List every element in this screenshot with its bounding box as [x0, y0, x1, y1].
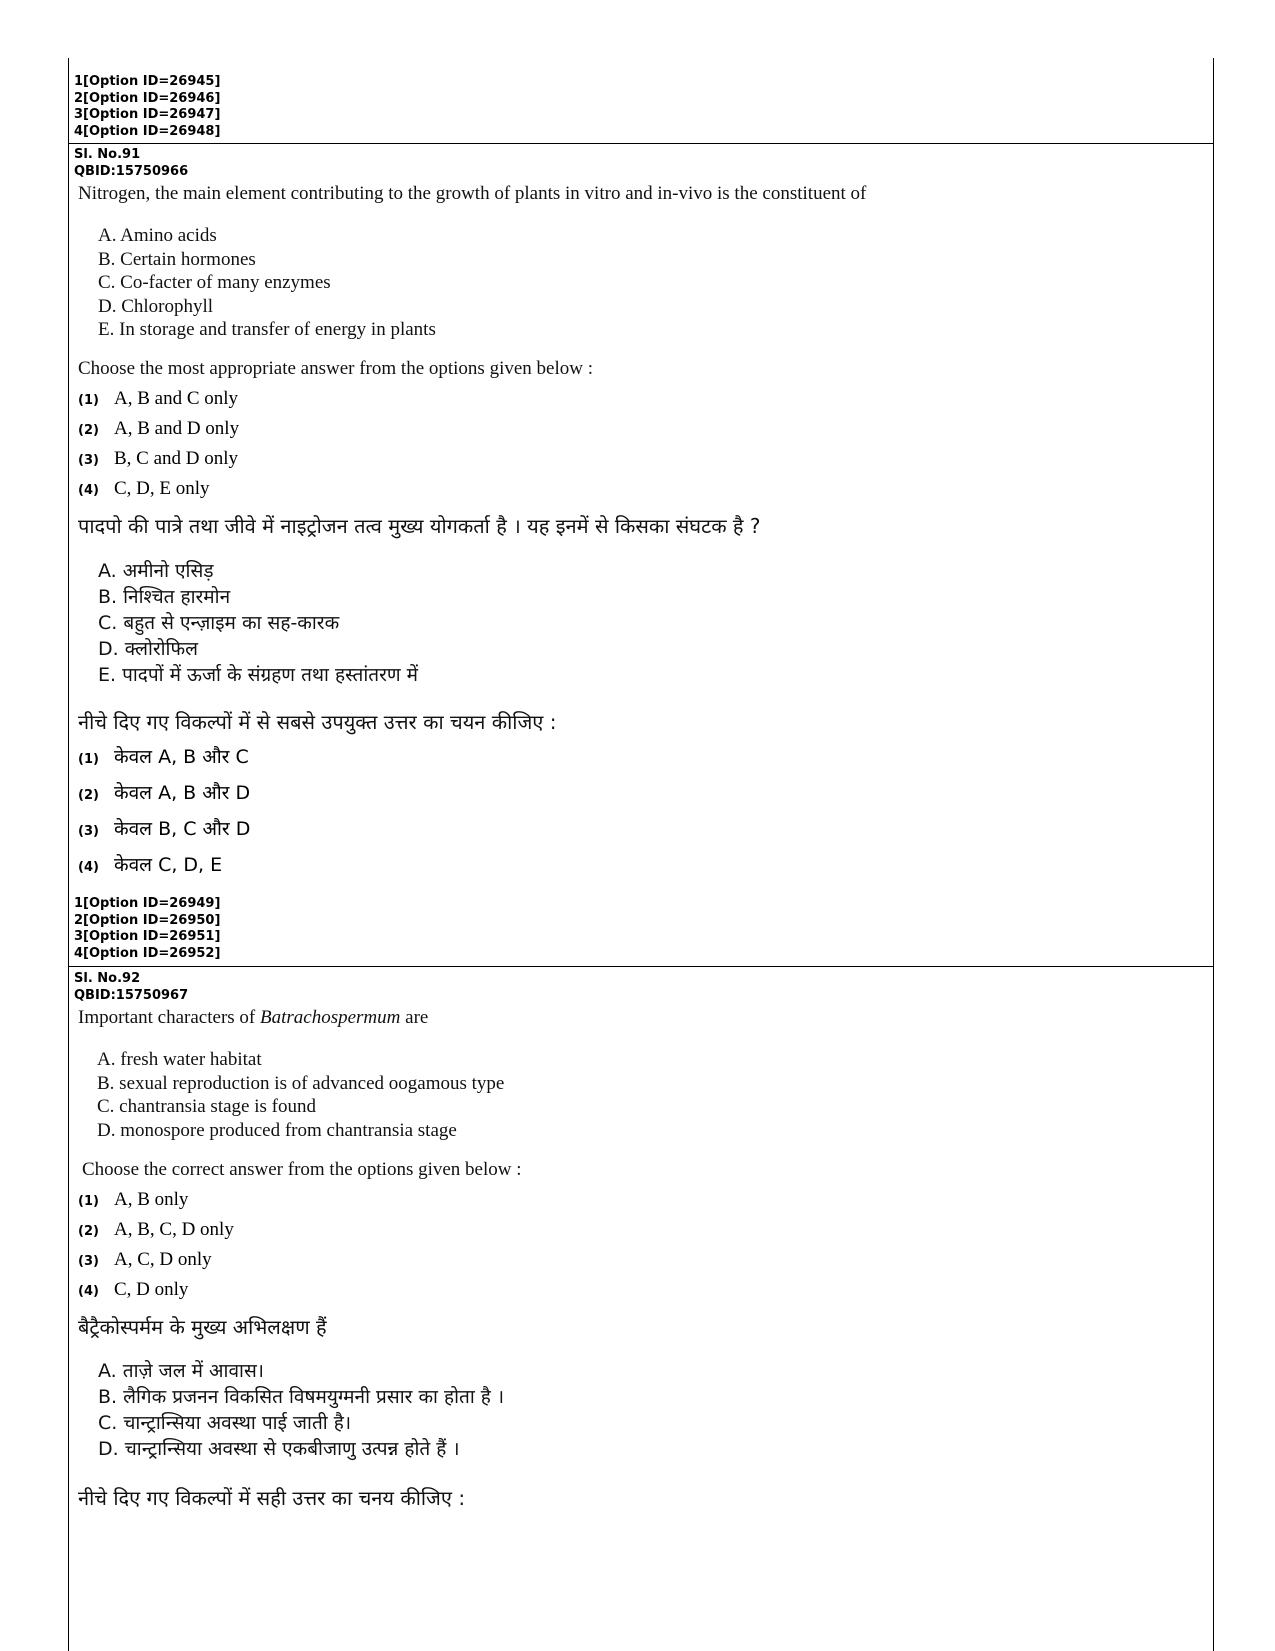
- species-name: Batrachospermum: [260, 1007, 401, 1028]
- option-number: (3): [78, 453, 99, 468]
- option-id: 2[Option ID=26950]: [74, 912, 221, 928]
- option-id: 2[Option ID=26946]: [74, 90, 221, 106]
- statement-item: D. चान्ट्रान्सिया अवस्था से एकबीजाणु उत्पन्न होते हैं ।: [98, 1438, 460, 1460]
- question-stem-hi: बैट्रैकोस्पर्मम के मुख्य अभिलक्षण हैं: [78, 1315, 327, 1339]
- divider: [68, 143, 1213, 144]
- option-id-list: [74, 896, 220, 962]
- option-id: 4[Option ID=26952]: [74, 945, 221, 961]
- answer-option[interactable]: [78, 743, 250, 779]
- option-number: (4): [78, 483, 99, 498]
- option-text: केवल B, C और D: [114, 818, 251, 840]
- answer-option[interactable]: [78, 779, 250, 815]
- option-text: C, D only: [114, 1279, 189, 1300]
- option-number: (2): [78, 423, 99, 438]
- qbid: QBID:15750967: [74, 987, 189, 1003]
- option-text: C, D, E only: [114, 478, 210, 499]
- option-text: B, C and D only: [114, 448, 239, 469]
- option-id: 1[Option ID=26949]: [74, 896, 221, 911]
- option-id-list: [74, 74, 220, 140]
- answer-option[interactable]: [78, 418, 239, 448]
- statement-item: A. fresh water habitat: [97, 1049, 262, 1070]
- statement-item: B. निश्चित हारमोन: [98, 586, 231, 608]
- answer-option[interactable]: [78, 1279, 234, 1309]
- option-id: 1[Option ID=26945]: [74, 74, 221, 89]
- question-stem-hi: पादपो की पात्रे तथा जीवे में नाइट्रोजन तत्व मुख्य योगकर्ता है । यह इनमें से किसका संघटक है ?: [78, 514, 761, 538]
- answer-option[interactable]: [78, 1249, 234, 1279]
- question-header: [74, 147, 188, 180]
- question-stem-en: Important characters of Batrachospermum are: [78, 1007, 429, 1028]
- statement-item: A. अमीनो एसिड़: [98, 560, 214, 582]
- option-number: (1): [78, 393, 99, 408]
- statement-list-hi: [98, 1358, 504, 1462]
- statement-item: C. चान्ट्रान्सिया अवस्था पाई जाती है।: [98, 1412, 352, 1434]
- option-number: (4): [78, 860, 99, 875]
- statement-list-en: [98, 224, 436, 342]
- answer-option[interactable]: [78, 1219, 234, 1249]
- instruction-hi: नीचे दिए गए विकल्पों में से सबसे उपयुक्त उत्तर का चयन कीजिए :: [78, 710, 557, 734]
- option-text: केवल A, B और C: [114, 746, 249, 768]
- statement-item: B. sexual reproduction is of advanced oogamous type: [97, 1072, 505, 1094]
- statement-item: B. लैगिक प्रजनन विकसित विषमयुग्मनी प्रसार का होता है ।: [98, 1386, 505, 1408]
- answer-options-en: [78, 388, 239, 508]
- option-number: (4): [78, 1284, 99, 1299]
- statement-item: D. क्लोरोफिल: [98, 638, 199, 660]
- option-text: केवल C, D, E: [114, 854, 223, 876]
- question-stem-en: Nitrogen, the main element contributing to the growth of plants in vitro and in-vivo is the constituent of: [78, 183, 867, 204]
- answer-option[interactable]: [78, 478, 239, 508]
- option-number: (3): [78, 824, 99, 839]
- statement-item: D. Chlorophyll: [98, 295, 214, 317]
- answer-option[interactable]: [78, 388, 239, 418]
- statement-item: B. Certain hormones: [98, 248, 256, 270]
- statement-item: E. In storage and transfer of energy in plants: [98, 319, 436, 340]
- answer-options-hi: [78, 743, 250, 887]
- instruction-en: Choose the most appropriate answer from the options given below :: [78, 358, 594, 379]
- divider: [68, 966, 1213, 967]
- answer-option[interactable]: [78, 815, 250, 851]
- option-id: 3[Option ID=26947]: [74, 107, 221, 122]
- statement-item: C. chantransia stage is found: [97, 1096, 316, 1117]
- answer-option[interactable]: [78, 448, 239, 478]
- answer-option[interactable]: [78, 851, 250, 887]
- option-text: A, B only: [114, 1189, 189, 1210]
- statement-item: A. ताज़े जल में आवास।: [98, 1360, 265, 1382]
- answer-options-en: [78, 1189, 234, 1309]
- statement-item: C. बहुत से एन्ज़ाइम का सह-कारक: [98, 612, 340, 634]
- option-text: A, B, C, D only: [114, 1219, 234, 1240]
- option-number: (1): [78, 752, 99, 767]
- question-header: [74, 971, 188, 1004]
- instruction-hi: नीचे दिए गए विकल्पों में सही उत्तर का चनय कीजिए :: [78, 1486, 466, 1510]
- option-number: (3): [78, 1254, 99, 1269]
- statement-item: C. Co-facter of many enzymes: [98, 272, 331, 293]
- option-id: 4[Option ID=26948]: [74, 123, 221, 139]
- option-number: (2): [78, 788, 99, 803]
- option-id: 3[Option ID=26951]: [74, 929, 221, 944]
- serial-number: Sl. No.92: [74, 971, 141, 986]
- option-text: केवल A, B और D: [114, 782, 251, 804]
- answer-option[interactable]: [78, 1189, 234, 1219]
- option-number: (2): [78, 1224, 99, 1239]
- statement-item: A. Amino acids: [98, 225, 217, 246]
- qbid: QBID:15750966: [74, 163, 189, 179]
- statement-list-hi: [98, 558, 418, 688]
- option-text: A, B and D only: [114, 418, 240, 439]
- serial-number: Sl. No.91: [74, 147, 141, 162]
- option-number: (1): [78, 1194, 99, 1209]
- option-text: A, B and C only: [114, 388, 239, 409]
- instruction-en: Choose the correct answer from the options given below :: [82, 1159, 522, 1180]
- statement-item: E. पादपों में ऊर्जा के संग्रहण तथा हस्तांतरण में: [98, 664, 418, 686]
- statement-item: D. monospore produced from chantransia stage: [97, 1119, 457, 1141]
- option-text: A, C, D only: [114, 1249, 212, 1270]
- statement-list-en: [97, 1048, 504, 1142]
